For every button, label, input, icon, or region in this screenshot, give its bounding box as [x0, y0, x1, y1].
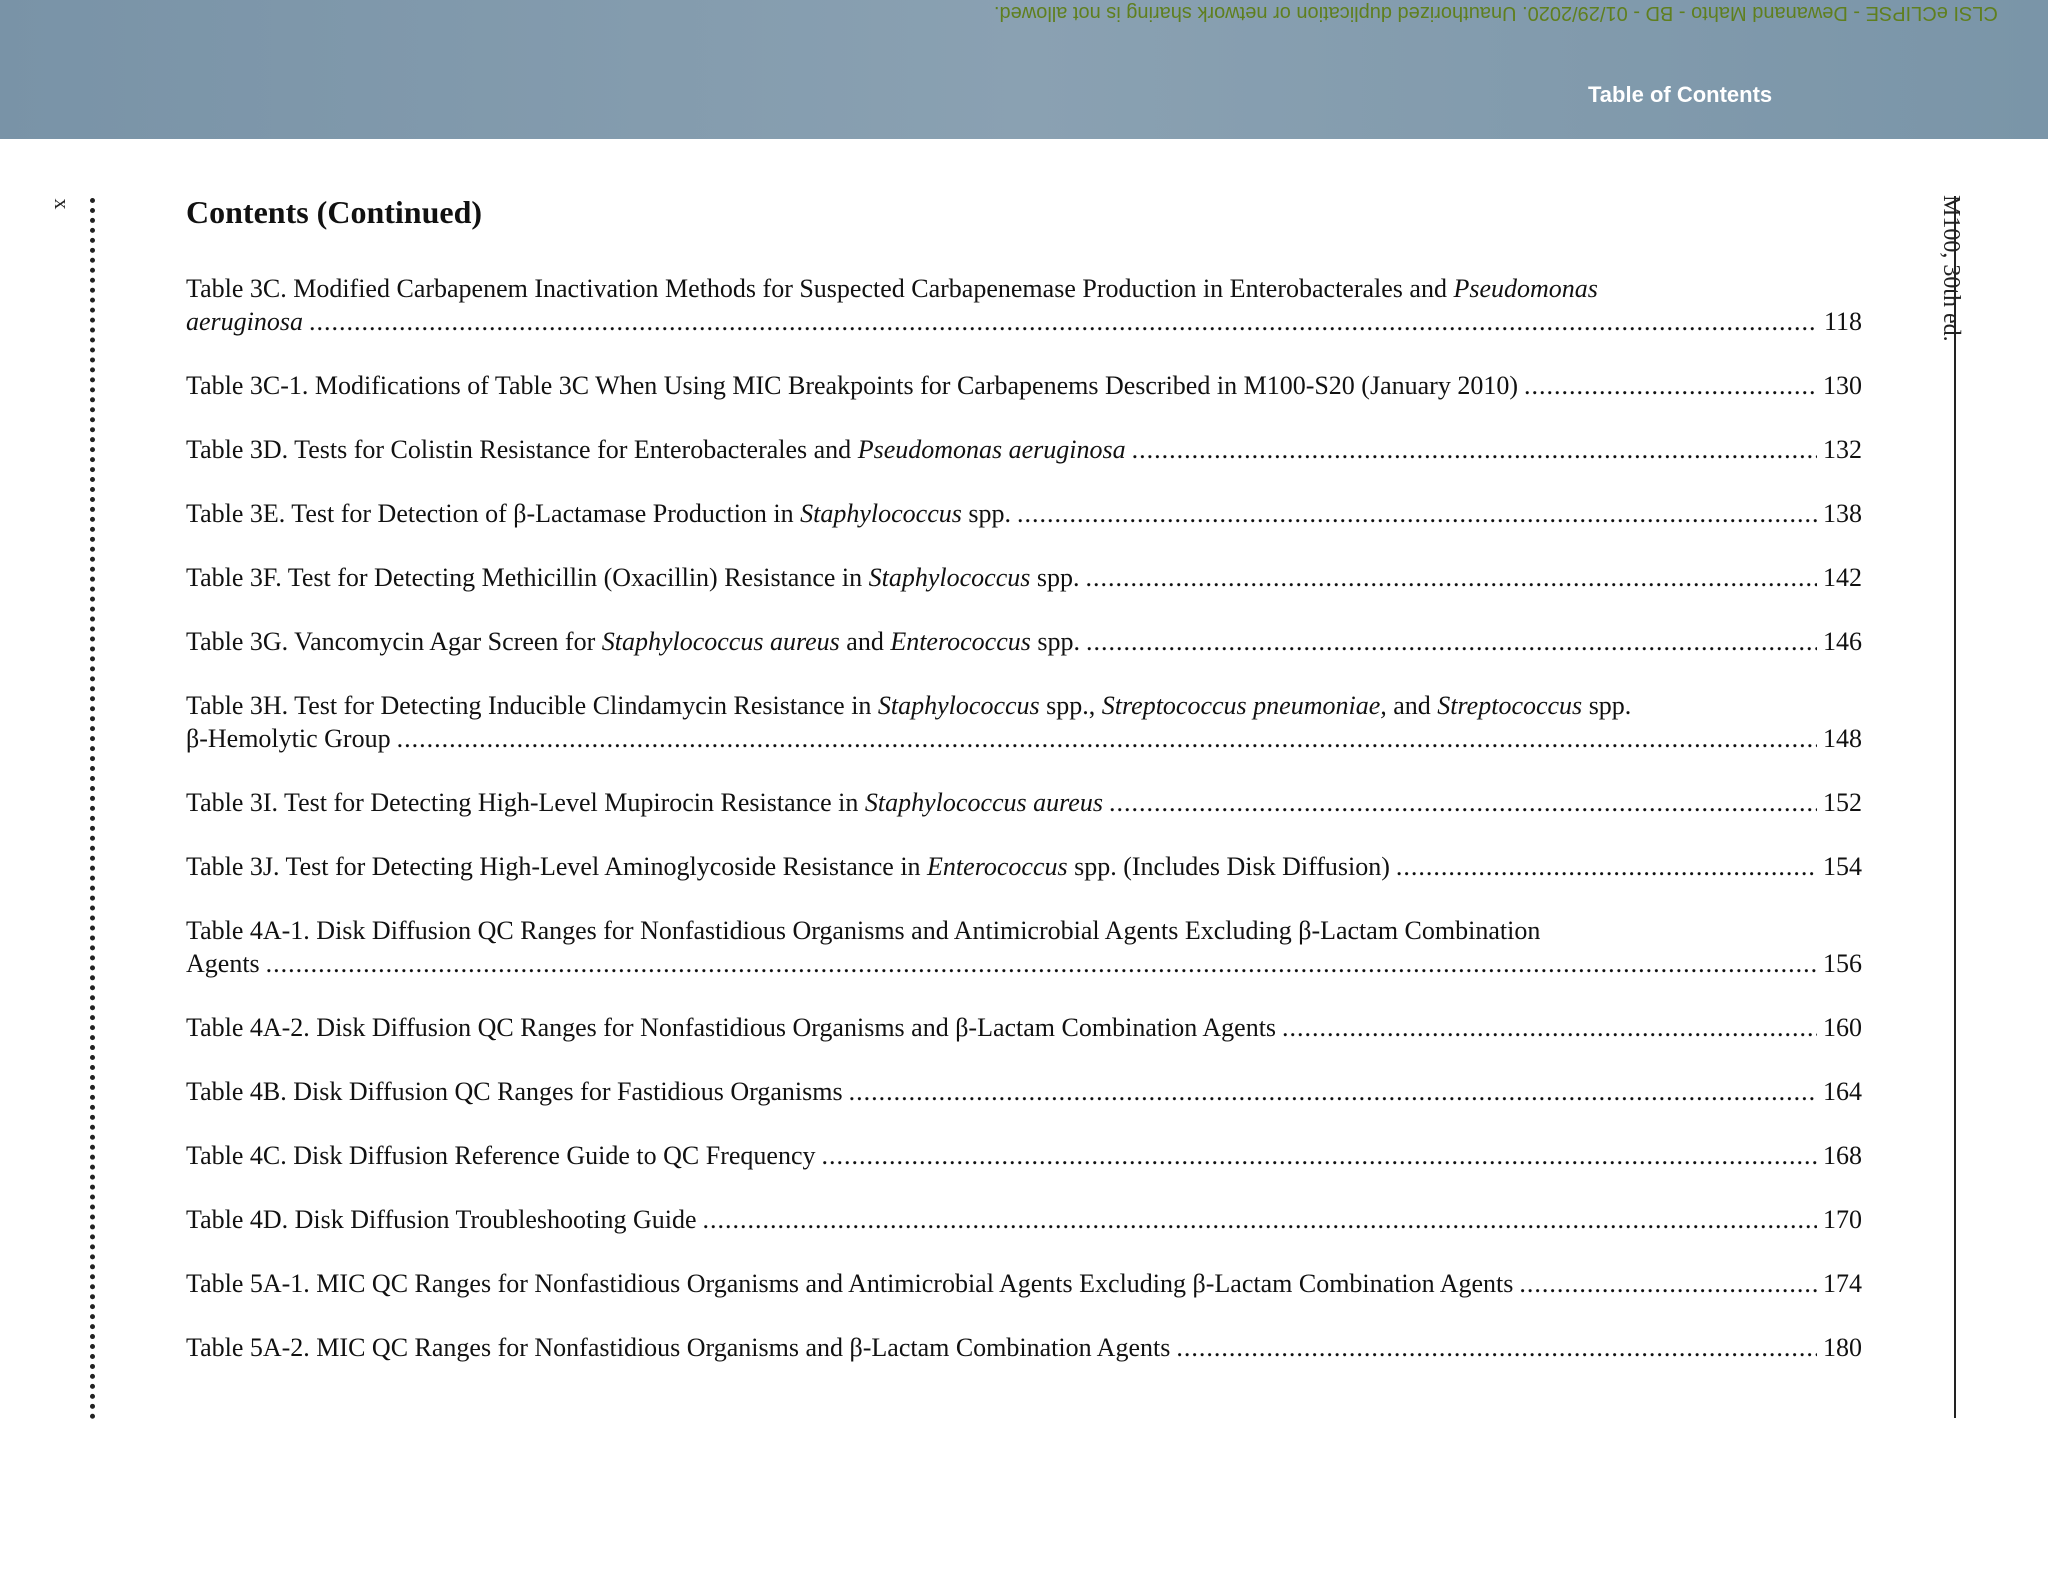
toc-dot-leader — [702, 1203, 1817, 1236]
toc-entry-title: Table 5A-1. MIC QC Ranges for Nonfastidious Organisms and Antimicrobial Agents Excluding β-Lactam Combination Agents — [186, 1269, 1514, 1298]
toc-page-number: 170 — [1823, 1205, 1862, 1234]
toc-entry-title: β-Hemolytic Group — [186, 724, 391, 753]
toc-page-number: 142 — [1823, 563, 1862, 592]
toc-entry[interactable] — [186, 689, 1862, 755]
toc-entry[interactable] — [186, 561, 1862, 594]
toc-page-number: 138 — [1823, 499, 1862, 528]
toc-page-number: 160 — [1823, 1013, 1862, 1042]
contents-list — [186, 272, 1862, 1364]
toc-entry-title: Table 3C-1. Modifications of Table 3C When Using MIC Breakpoints for Carbapenems Described in M100-S20 (January 2010) — [186, 371, 1518, 400]
toc-entry[interactable] — [186, 1139, 1862, 1172]
toc-dot-leader — [309, 305, 1818, 338]
toc-entry-title: Table 4B. Disk Diffusion QC Ranges for Fastidious Organisms — [186, 1077, 843, 1106]
toc-page-number: 174 — [1823, 1269, 1862, 1298]
toc-entry[interactable] — [186, 433, 1862, 466]
toc-entry[interactable] — [186, 1075, 1862, 1108]
toc-entry-title: Table 3E. Test for Detection of β-Lactamase Production in Staphylococcus spp. — [186, 499, 1011, 528]
toc-dot-leader — [1176, 1331, 1817, 1364]
toc-entry-title: Table 3F. Test for Detecting Methicillin (Oxacillin) Resistance in Staphylococcus spp. — [186, 563, 1080, 592]
toc-dot-leader — [849, 1075, 1817, 1108]
toc-dot-leader — [1524, 369, 1817, 402]
toc-entry-title: Table 3I. Test for Detecting High-Level Mupirocin Resistance in Staphylococcus aureus — [186, 788, 1103, 817]
toc-entry[interactable] — [186, 914, 1862, 980]
toc-dot-leader — [1086, 561, 1818, 594]
toc-entry-title: Table 3G. Vancomycin Agar Screen for Staphylococcus aureus and Enterococcus spp. — [186, 627, 1080, 656]
contents-heading: Contents (Continued) — [186, 194, 483, 230]
toc-dot-leader — [1017, 497, 1817, 530]
page-number: x — [50, 198, 75, 210]
toc-dot-leader — [397, 722, 1817, 755]
header-banner — [0, 0, 2048, 139]
toc-entry[interactable] — [186, 497, 1862, 530]
toc-page-number: 152 — [1823, 788, 1862, 817]
toc-entry-title: Table 3J. Test for Detecting High-Level Aminoglycoside Resistance in Enterococcus spp. (Includes Disk Diffusion) — [186, 852, 1390, 881]
toc-page-number: 168 — [1823, 1141, 1862, 1170]
toc-page-number: 180 — [1823, 1333, 1862, 1362]
edition-label: M100, 30th ed. — [1938, 195, 1964, 342]
toc-entry-title: Table 5A-2. MIC QC Ranges for Nonfastidious Organisms and β-Lactam Combination Agents — [186, 1333, 1171, 1362]
toc-entry[interactable] — [186, 786, 1862, 819]
toc-entry[interactable] — [186, 1331, 1862, 1364]
toc-dot-leader — [1282, 1011, 1817, 1044]
toc-entry-title: Agents — [186, 949, 260, 978]
toc-entry[interactable] — [186, 369, 1862, 402]
toc-page-number: 156 — [1823, 949, 1862, 978]
toc-entry[interactable] — [186, 625, 1862, 658]
toc-entry-title-first-line: Table 4A-1. Disk Diffusion QC Ranges for Nonfastidious Organisms and Antimicrobial Agents Excluding β-Lactam Combination — [186, 916, 1541, 945]
toc-entry-title: aeruginosa — [186, 307, 303, 336]
toc-page-number: 118 — [1823, 307, 1862, 336]
toc-entry[interactable] — [186, 1203, 1862, 1236]
toc-page-number: 154 — [1823, 852, 1862, 881]
toc-entry-title: Table 4A-2. Disk Diffusion QC Ranges for Nonfastidious Organisms and β-Lactam Combination Agents — [186, 1013, 1277, 1042]
toc-dot-leader — [266, 947, 1817, 980]
toc-dot-leader — [1396, 850, 1817, 883]
toc-page-number: 164 — [1823, 1077, 1862, 1106]
header-title: Table of Contents — [1588, 82, 1773, 107]
contents-section — [186, 190, 1862, 1395]
toc-page-number: 148 — [1823, 724, 1862, 753]
toc-entry-title: Table 3D. Tests for Colistin Resistance for Enterobacterales and Pseudomonas aeruginosa — [186, 435, 1126, 464]
toc-page-number: 130 — [1823, 371, 1862, 400]
toc-page-number: 146 — [1823, 627, 1862, 656]
toc-dot-leader — [822, 1139, 1818, 1172]
toc-dot-leader — [1519, 1267, 1817, 1300]
right-divider — [1954, 196, 1956, 1418]
toc-entry-title-first-line: Table 3H. Test for Detecting Inducible Clindamycin Resistance in Staphylococcus spp., Streptococcus pneumoniae, and Streptococcus spp. — [186, 691, 1632, 720]
toc-entry-title-first-line: Table 3C. Modified Carbapenem Inactivation Methods for Suspected Carbapenemase Production in Enterobacterales and Pseudomonas — [186, 274, 1598, 303]
toc-page-number: 132 — [1823, 435, 1862, 464]
toc-entry[interactable] — [186, 1267, 1862, 1300]
toc-entry[interactable] — [186, 272, 1862, 338]
toc-entry[interactable] — [186, 850, 1862, 883]
toc-dot-leader — [1086, 625, 1817, 658]
toc-entry[interactable] — [186, 1011, 1862, 1044]
dotted-divider — [90, 198, 95, 1420]
toc-entry-title: Table 4D. Disk Diffusion Troubleshooting Guide — [186, 1205, 697, 1234]
toc-dot-leader — [1109, 786, 1817, 819]
watermark: CLSI eCLIPSE - Dewanand Mahto - BD - 01/29/2020. Unauthorized duplication or network sharing is not allowed. — [994, 2, 1998, 24]
toc-dot-leader — [1132, 433, 1817, 466]
toc-entry-title: Table 4C. Disk Diffusion Reference Guide to QC Frequency — [186, 1141, 816, 1170]
